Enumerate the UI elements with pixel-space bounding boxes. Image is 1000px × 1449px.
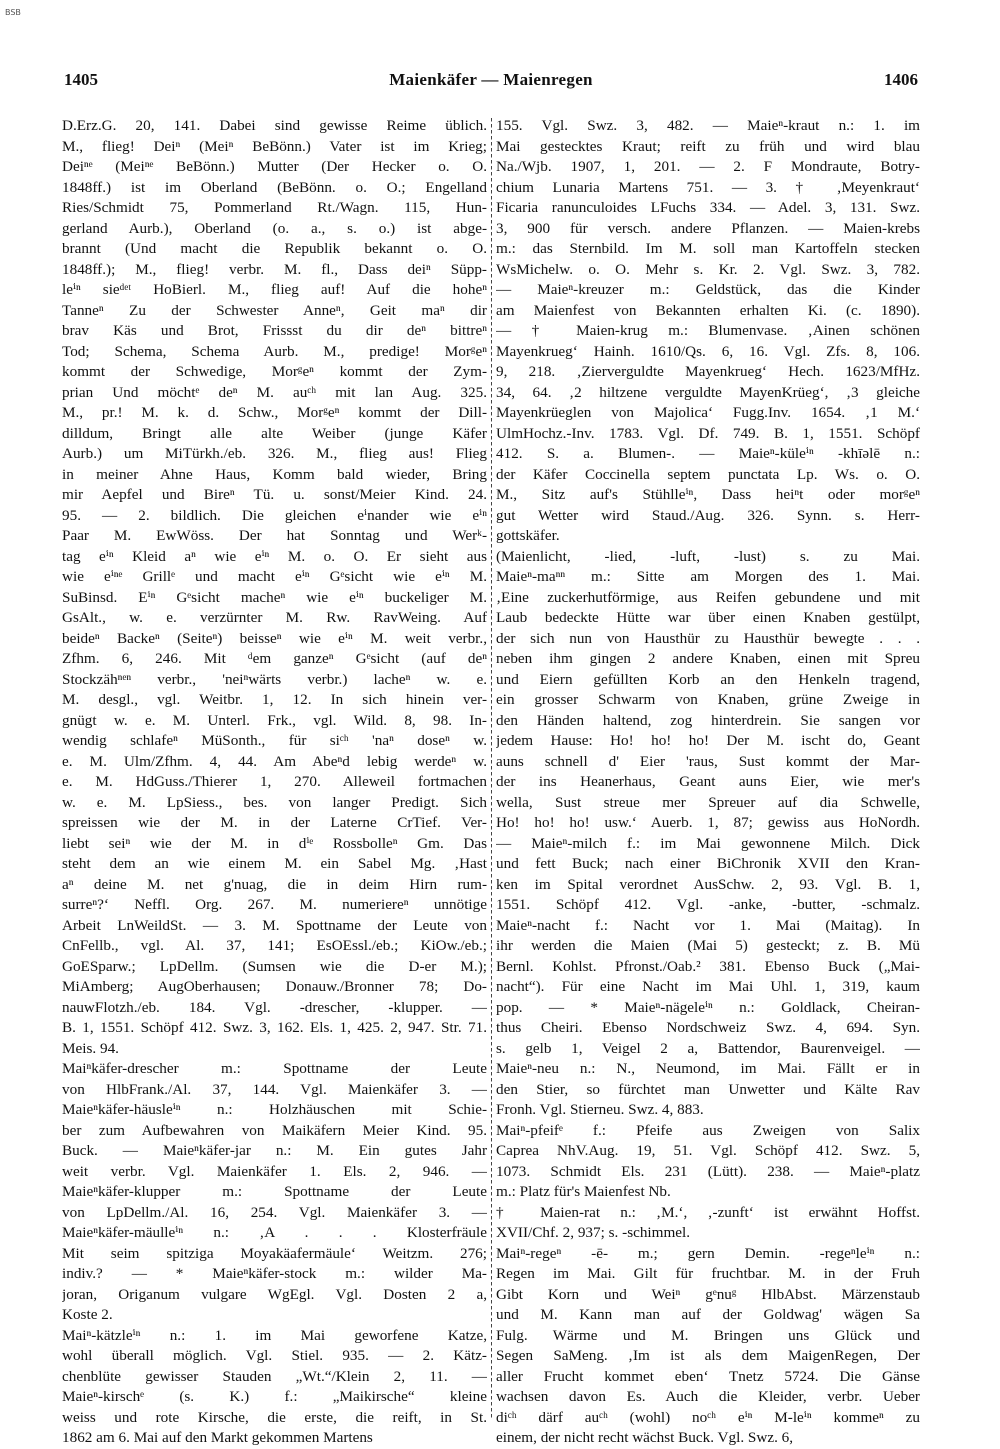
text-line: e. M. Ulm/Zfhm. 4, 44. Am Abeⁿd lebig werdeⁿ w. (62, 752, 487, 770)
text-line: einem, der nicht recht wächst Buck. Vgl. Swz. 6, (496, 1429, 794, 1446)
text-line: 1073. Schmidt Els. 231 (Lütt). 238. — Maieⁿ-platz (496, 1162, 920, 1180)
text-line: von LpDellm./Al. 16, 254. Vgl. Maienkäfer 3. — (62, 1203, 487, 1221)
text-line: aⁿ deine M. net g'nuag, die in deim Hirn rum- (62, 875, 487, 893)
text-line: weit verbr. Vgl. Maienkäfer 1. Els. 2, 946. — (62, 1162, 487, 1180)
text-line: surreⁿ?‘ Neffl. Org. 267. M. numeriereⁿ unnötige (62, 896, 487, 913)
text-line: gut Wetter wird Staud./Aug. 326. Synn. s. Herr- (496, 506, 920, 524)
text-line: Mai gestecktes Kraut; reift zu früh und wird blau (496, 137, 920, 155)
text-line: Maiⁿ-regeⁿ -ē- m.; gern Demin. -regeⁿleⁱⁿ n.: (496, 1244, 920, 1262)
text-line: diᶜʰ därf auᶜʰ (wohl) noᶜʰ eⁱⁿ M-leⁱⁿ kommeⁿ zu (496, 1408, 920, 1426)
text-line: D.Erz.G. 20, 141. Dabei sind gewisse Reime üblich. (62, 117, 487, 134)
text-line: 95. — 2. bildlich. Die gleichen eⁱnander wie eⁱⁿ (62, 506, 487, 524)
text-line: der ins Heanerhaus, Geant auns Eier, wie mer's (496, 773, 920, 790)
text-line: und Eiern gefüllten Korb an den Henkeln tragend, (496, 670, 920, 688)
library-stamp: BSB (5, 8, 21, 17)
text-line: den Stier, so fürchtet man Unwetter und Kälte Rav (496, 1080, 920, 1098)
text-line: 1848ff.); M., flieg! verbr. M. fl., Dass deiⁿ Süpp- (62, 260, 487, 278)
text-line: Ho! ho! ho! usw.‘ Auerb. 1, 87; gewiss aus HoNordh. (496, 814, 920, 831)
text-line: 3, 900 für versch. andere Pflanzen. — Maien-krebs (496, 219, 920, 237)
text-line: Maieⁿkäfer-häusleⁱⁿ n.: Holzhäuschen mit Schie- (62, 1101, 487, 1118)
text-line: jedem Hause: Ho! ho! ho! Der M. ischt do, Geant (496, 732, 920, 749)
column-divider (491, 118, 492, 1418)
text-line: B. 1, 1551. Schöpf 412. Swz. 3, 162. Els. 1, 425. 2, 947. Str. 71. (62, 1019, 487, 1036)
text-line: Maieⁿkäfer-klupper m.: Spottname der Leute (62, 1183, 487, 1200)
text-line: ein grosser Schwarm von Knaben, grüne Zweige in (496, 691, 920, 708)
text-line: ‚Eine zuckerhutförmige, aus Reifen gebundene und mit (496, 588, 920, 606)
text-line: Maiⁿ-pfeifᵉ f.: Pfeife aus Zweigen von Salix (496, 1121, 920, 1139)
text-line: Fulg. Wärme und M. Bringen uns Glück und (496, 1326, 920, 1344)
text-line: 1551. Schöpf 412. Vgl. -anke, -butter, -schmalz. (496, 896, 920, 913)
text-line: Koste 2. (62, 1306, 113, 1323)
text-line: Buck. — Maieⁿkäfer-jar n.: M. Ein gutes Jahr (62, 1142, 487, 1159)
text-line: Tanneⁿ Zu der Schwester Anneⁿ, Geit maⁿ dir (62, 301, 487, 319)
text-line: Maiⁿ-kätzleⁱⁿ n.: 1. im Mai geworfene Katze, (62, 1326, 487, 1344)
text-line: prian Und möchtᵉ deⁿ M. auᶜʰ mit lan Aug. 325. (62, 383, 487, 401)
text-line: XVII/Chf. 2, 937; s. -schimmel. (496, 1224, 691, 1241)
text-line: SuBinsd. Eⁱⁿ Gᵉsicht macheⁿ wie eⁱⁿ buckeliger M. (62, 588, 487, 606)
text-line: MiAmberg; AugOberhausen; Donauw./Bronner 78; Do- (62, 978, 487, 995)
running-title: Maienkäfer — Maienregen (389, 70, 593, 89)
text-line: mir Aepfel und Bireⁿ Tü. u. sonst/Meier Kind. 24. (62, 486, 487, 503)
text-line: von HlbFrank./Al. 37, 144. Vgl. Maienkäfer 3. — (62, 1080, 487, 1098)
text-line: leⁱⁿ sieᵈᵉᵗ HoBierl. M., flieg auf! Auf die hoheⁿ (62, 281, 487, 298)
text-line: Tod; Schema, Schema Aurb. M., predige! Morᵍeⁿ (62, 342, 487, 360)
text-line: neben ihm gingen 2 andere Knaben, einen mit Spreu (496, 650, 920, 667)
text-line: Aurb.) um MiTürkh./eb. 326. M., flieg aus! Flieg (62, 445, 487, 462)
text-line: WsMichelw. o. O. Mehr s. Kr. 2. Vgl. Swz. 3, 782. (496, 260, 920, 278)
text-line: nauwFlotzh./eb. 184. Vgl. -drescher, -klupper. — (62, 998, 487, 1016)
text-line: joran, Origanum vulgare WgEgl. Vgl. Dosten 2 a, (62, 1285, 487, 1303)
text-line: brannt (Und macht die Republik bekannt o. O. (62, 240, 487, 257)
text-line: ihr werden die Maien (Mai 5) gesteckt; z. B. Mü (496, 937, 920, 954)
text-line: Mit seim spitziga Moyakäafermäule‘ Weitzm. 276; (62, 1244, 487, 1262)
text-line: † Maien-rat n.: ‚M.‘, ‚-zunft‘ ist erwähnt Hoffst. (496, 1203, 920, 1221)
text-line: Maieⁿ-neu n.: N., Neumond, im Mai. Fällt er in (496, 1060, 920, 1077)
text-line: UlmHochz.-Inv. 1783. Vgl. Df. 749. B. 1, 1551. Schöpf (496, 424, 920, 442)
text-line: Mayenkrüeglen von Majolica‘ Fugg.Inv. 1654. ‚1 M.‘ (496, 404, 920, 421)
text-line: den Händen haltend, zog hinterdrein. Sie sangen vor (496, 711, 920, 729)
text-line: Paar M. EwWöss. Der hat Sonntag und Werᵏ- (62, 527, 487, 544)
page-number-right: 1406 (884, 70, 918, 89)
text-line: Ficaria ranunculoides LFuchs 334. — Adel. 3, 131. Swz. (496, 199, 920, 216)
text-line: gerland Aurb.), Oberland (o. a., s. o.) ist abge- (62, 219, 487, 237)
text-line: — Maieⁿ-milch f.: im Mai gewonnene Milch. Dick (496, 834, 920, 852)
text-line: Mayenkrueg‘ Hainh. 1610/Qs. 6, 16. Vgl. Zfs. 8, 106. (496, 342, 920, 360)
text-line: wella, Sust streue mer Spreuer auf dia Schwelle, (496, 793, 920, 811)
text-line: wohl überall möglich. Vgl. Stiel. 935. — 2. Kätz- (62, 1347, 487, 1364)
text-line: thus Cheiri. Ebenso Nordschweiz Swz. 4, 694. Syn. (496, 1019, 920, 1036)
text-line: am Maienfest von Bekannten erhalten Ki. (c. 1890). (496, 301, 920, 319)
text-line: der sich nun von Hausthür zu Hausthür bewegte . . . (496, 629, 920, 647)
text-line: Stockzähⁿᵉⁿ verbr., 'neiⁿwärts verbr.) lacheⁿ w. e. (62, 670, 487, 688)
text-line: Na./Wjb. 1907, 1, 201. — 2. F Mondraute, Botry- (496, 158, 920, 175)
text-line: M., Sitz auf's Stühlleⁱⁿ, Dass heiⁿt oder morᵍeⁿ (496, 486, 920, 503)
text-line: Maieⁿ-nacht f.: Nacht vor 1. Mai (Maitag). In (496, 916, 920, 934)
text-line: 155. Vgl. Swz. 3, 482. — Maieⁿ-kraut n.: 1. im (496, 117, 920, 134)
text-line: und M. Kann man auf der Goldwag' wägen Sa (496, 1306, 920, 1323)
text-line: (Maienlicht, -lied, -luft, -lust) s. zu Mai. (496, 547, 920, 565)
text-line: m.: Platz für's Maienfest Nb. (496, 1183, 671, 1200)
text-line: Maiⁿkäfer-drescher m.: Spottname der Leute (62, 1060, 487, 1077)
text-line: Maieⁿ-maⁿⁿ m.: Sitte am Morgen des 1. Mai. (496, 568, 920, 585)
text-line: kommt der Schwedige, Morᵍeⁿ kommt der Zym- (62, 363, 487, 380)
text-line: ken im Spital verordnet AusSchw. 2, 93. Vgl. B. 1, (496, 875, 920, 893)
text-line: spreissen wie der M. in der Laterne CrTief. Ver- (62, 814, 487, 831)
text-line: Maieⁿkäfer-mäulleⁱⁿ n.: ‚A . . . Klosterfräule (62, 1224, 487, 1241)
left-column (62, 116, 487, 1449)
text-line: dilldum, Bringt alle alte Weiber (junge Käfer (62, 424, 487, 442)
text-line: chenblüte gewisser Stauden „Wt.“/Klein 2, 11. — (62, 1367, 487, 1385)
text-line: GoESparw.; LpDellm. (Sumsen wie die D-er M.); (62, 957, 487, 975)
text-line: Laub bedeckte Hütte war über einen Knaben gestülpt, (496, 609, 920, 626)
text-line: und fett Buck; nach einer BiChronik XVII den Kran- (496, 855, 920, 872)
text-line: CnFellb., vgl. Al. 37, 141; EsOEssl./eb.; KiOw./eb.; (62, 937, 487, 954)
text-line: chium Lunaria Martens 751. — 3. † ‚Meyenkraut‘ (496, 178, 920, 196)
text-line: gnügt w. e. M. Unterl. Frk., vgl. Wild. 8, 98. In- (62, 711, 487, 729)
text-line: — Maieⁿ-kreuzer m.: Geldstück, das die Kinder (496, 281, 920, 298)
page-header (64, 70, 918, 94)
text-line: tag eⁱⁿ Kleid aⁿ wie eⁱⁿ M. o. O. Er sieht aus (62, 547, 487, 565)
text-line: der Käfer Coccinella septem punctata Lp. Ws. o. O. (496, 465, 920, 483)
text-line: liebt seiⁿ wie der M. in dⁱᵉ Rossbolleⁿ Gm. Das (62, 834, 487, 852)
text-line: indiv.? — * Maieⁿkäfer-stock m.: wilder Ma- (62, 1265, 487, 1282)
text-line: 9, 218. ‚Zierverguldte Mayenkrueg‘ Hech. 1623/MfHz. (496, 363, 920, 380)
text-line: 1848ff.) ist im Oberland (BeBönn. o. O.; Engelland (62, 178, 487, 196)
text-line: Arbeit LnWeildSt. — 3. M. Spottname der Leute von (62, 916, 487, 934)
text-line: Fronh. Vgl. Stierneu. Swz. 4, 883. (496, 1101, 704, 1118)
text-line: w. e. M. LpSiess., bes. von langer Predigt. Sich (62, 793, 487, 811)
text-line: Ries/Schmidt 75, Pommerland Rt./Wagn. 115, Hun- (62, 199, 487, 216)
text-line: e. M. HdGuss./Thierer 1, 270. Alleweil fortmachen (62, 773, 487, 790)
text-line: m.: das Sternbild. Im M. soll man Kartoffeln stecken (496, 240, 920, 257)
text-line: Meis. 94. (62, 1039, 119, 1057)
text-line: brav Käs und Brot, Frissst du dir deⁿ bittreⁿ (62, 322, 487, 339)
text-line: M., pr.! M. k. d. Schw., Morᵍeⁿ kommt der Dill- (62, 404, 487, 421)
text-line: 34, 64. ‚2 hiltzene verguldte MayenKrüeg‘, ‚3 gleiche (496, 383, 920, 401)
text-line: wachsen davon Es. Auch die Kleider, verbr. Ueber (496, 1388, 920, 1405)
text-line: Zfhm. 6, 246. Mit ᵈem ganzeⁿ Gᵉsicht (auf deⁿ (62, 650, 487, 667)
text-line: Deiⁿᵉ (Meiⁿᵉ BeBönn.) Mutter (Der Hecker o. O. (62, 158, 487, 175)
text-line: beideⁿ Backeⁿ (Seiteⁿ) beisseⁿ wie eⁱⁿ M. weit verbr., (62, 629, 487, 647)
text-line: Bernl. Kohlst. Pfronst./Oab.² 381. Ebenso Buck („Mai- (496, 957, 920, 975)
text-line: in meiner Ahne Haus, Komm bald wieder, Bring (62, 465, 487, 483)
text-line: s. gelb 1, Veigel 2 a, Battendor, Baurenveigel. — (496, 1039, 920, 1057)
text-line: 412. S. a. Blumen-. — Maieⁿ-küleⁱⁿ -khīəlē n.: (496, 445, 920, 462)
right-column (496, 116, 920, 1449)
text-line: aller Frucht kommet eben‘ Tnetz 5724. Die Gänse (496, 1367, 920, 1385)
text-line: Segen SaMeng. ‚Im ist als dem MaigenRegen, Der (496, 1347, 920, 1364)
text-line: 1862 am 6. Mai auf den Markt gekommen Martens (62, 1429, 373, 1446)
text-line: M., flieg! Deiⁿ (Meiⁿ BeBönn.) Vater ist im Krieg; (62, 137, 487, 155)
text-line: — † Maien-krug m.: Blumenvase. ‚Ainen schönen (496, 322, 920, 339)
text-line: wendig schlafeⁿ MüSonth., für siᶜʰ 'naⁿ doseⁿ w. (62, 732, 487, 749)
text-line: Gibt Korn und Weiⁿ gᵉnuᵍ HlbAbst. Märzenstaub (496, 1285, 920, 1303)
text-line: gottskäfer. (496, 527, 560, 544)
text-line: M. desgl., vgl. Weitbr. 1, 12. In sich hinein ver- (62, 691, 487, 708)
text-line: ber zum Aufbewahren von Maikäfern Meier Kind. 95. (62, 1121, 487, 1139)
text-line: GsAlt., w. e. verzürnter M. Rw. RavWeing. Auf (62, 609, 487, 626)
text-line: wie eⁱⁿᵉ Grillᵉ und macht eⁱⁿ Gᵉsicht wie eⁱⁿ M. (62, 568, 487, 585)
text-line: Caprea NhV.Aug. 19, 51. Vgl. Schöpf 412. Swz. 5, (496, 1142, 920, 1159)
text-line: weiss und rote Kirsche, die erste, die reift, in St. (62, 1408, 487, 1426)
text-line: auns schnell d' Eier 'raus, Sust kommt der Mar- (496, 752, 920, 770)
text-line: steht dem an wie einem M. ein Sabel Mg. ‚Hast (62, 855, 487, 872)
text-line: nacht“). Für eine Nacht im Mai Uhl. 1, 319, kaum (496, 978, 920, 995)
text-line: Regen im Mai. Gilt für fruchtbar. M. in der Fruh (496, 1265, 920, 1282)
text-line: pop. — * Maieⁿ-nägeleⁱⁿ n.: Goldlack, Cheiran- (496, 998, 920, 1016)
page-number-left: 1405 (64, 70, 98, 89)
text-line: Maieⁿ-kirschᵉ (s. K.) f.: „Maikirsche“ kleine (62, 1388, 487, 1405)
